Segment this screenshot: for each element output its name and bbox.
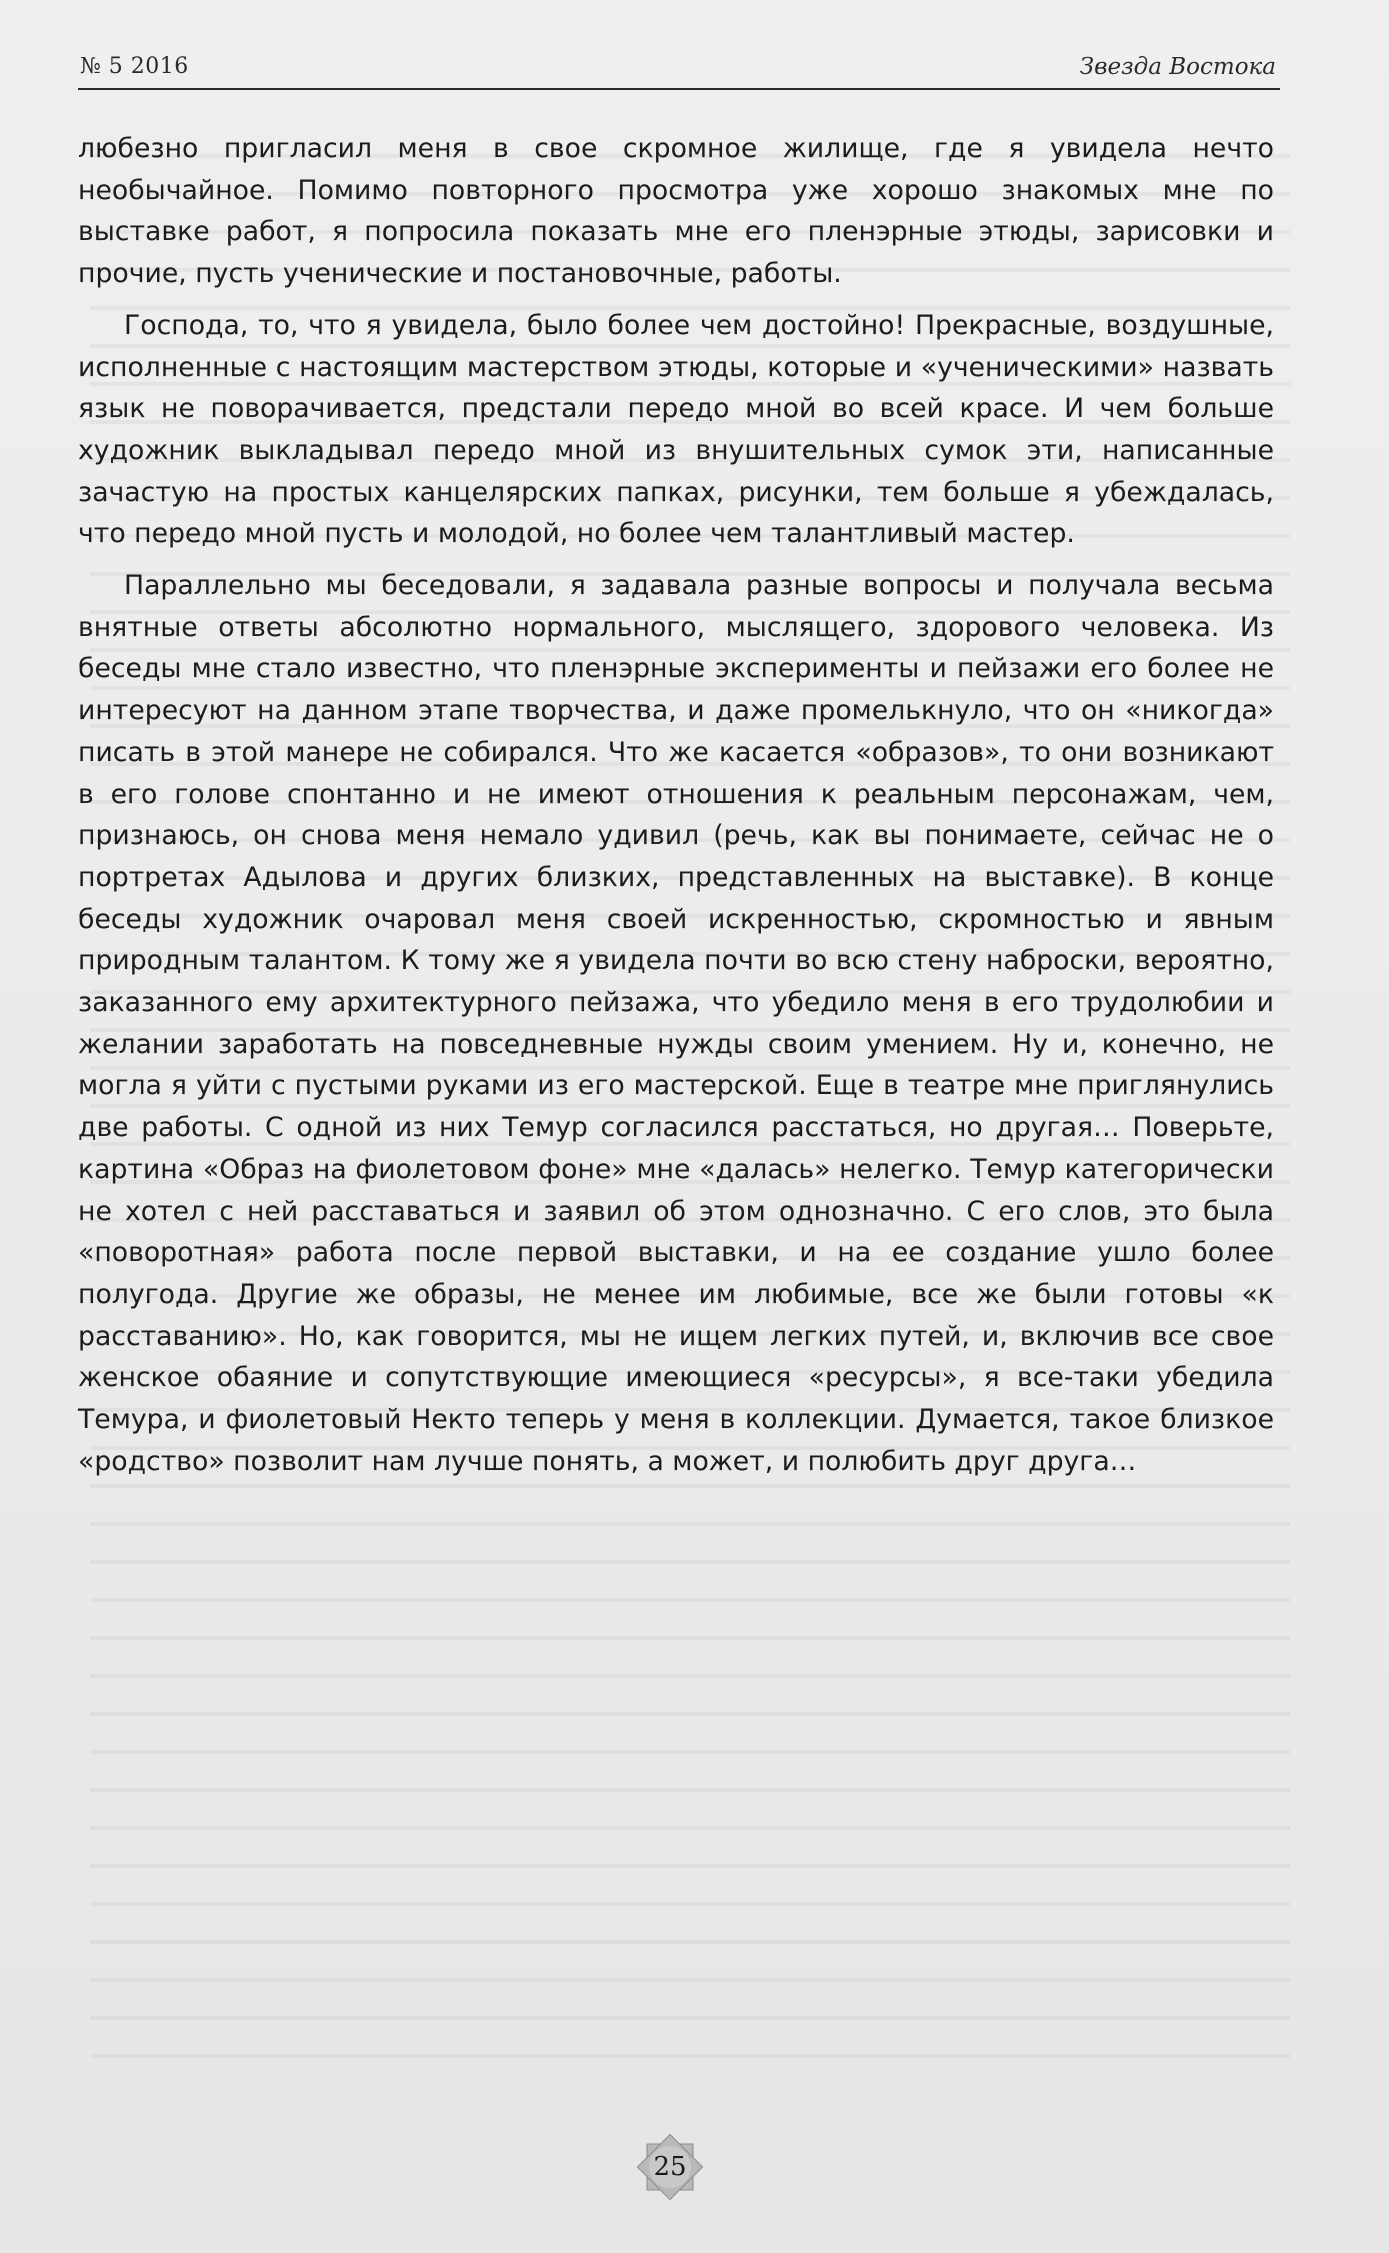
page-number-badge xyxy=(635,2132,705,2202)
journal-title: Звезда Востока xyxy=(1079,54,1276,80)
paragraph-3: Параллельно мы беседовали, я задавала разные вопросы и получала весьма внятные ответы абсолютно нормального, мыслящего, здорового человека. Из беседы мне стало известно, что пленэрные эксперименты и пейзажи его более не интересуют на данном этапе творчества, и даже промелькнуло, что он «никогда» писать в этой манере не собирался. Что же касается «образов», то они возникают в его голове спонтанно и не имеют отношения к реальным персонажам, чем, признаюсь, он снова меня немало удивил (речь, как вы понимаете, сейчас не о портретах Адылова и других близких, представленных на выставке). В конце беседы художник очаровал меня своей искренностью, скромностью и явным природным талантом. К тому же я увидела почти во всю стену наброски, вероятно, заказанного ему архитектурного пейзажа, что убедило меня в его трудолюбии и желании заработать на повседневные нужды своим умением. Ну и, конечно, не могла я уйти с пустыми руками из его мастерской. Еще в театре мне приглянулись две работы. С одной из них Темур согласился расстаться, но другая… Поверьте, картина «Образ на фиолетовом фоне» мне «далась» нелегко. Темур категорически не хотел с ней расставаться и заявил об этом однозначно. С его слов, это была «поворотная» работа после первой выставки, и на ее создание ушло более полугода. Другие же образы, не менее им любимые, все же были готовы «к расставанию». Но, как говорится, мы не ищем легких путей, и, включив все свое женское обаяние и сопутствующие имеющиеся «ресурсы», я все-таки убедила Темура, и фиолетовый Некто теперь у меня в коллекции. Думается, такое близкое «родство» позволит нам лучше понять, а может, и полюбить друг друга… xyxy=(78,570,1274,1477)
issue-label: № 5 2016 xyxy=(80,54,189,79)
paragraph-1: любезно пригласил меня в свое скромное жилище, где я увидела нечто необычайное. Помимо повторного просмотра уже хорошо знакомых мне по выставке работ, я попросила показать мне его пленэрные этюды, зарисовки и прочие, пусть ученические и постановочные, работы. xyxy=(78,133,1274,290)
running-header xyxy=(78,52,1280,90)
article-body xyxy=(78,128,1274,1493)
page-number: 25 xyxy=(653,2152,687,2182)
paragraph-2: Господа, то, что я увидела, было более чем достойно! Прекрасные, воздушные, исполненные с настоящим мастерством этюды, которые и «ученическими» назвать язык не поворачивается, предстали передо мной во всей красе. И чем больше художник выкладывал передо мной из внушительных сумок эти, написанные зачастую на простых канцелярских папках, рисунки, тем больше я убеждалась, что передо мной пусть и молодой, но более чем талантливый мастер. xyxy=(78,309,1274,550)
